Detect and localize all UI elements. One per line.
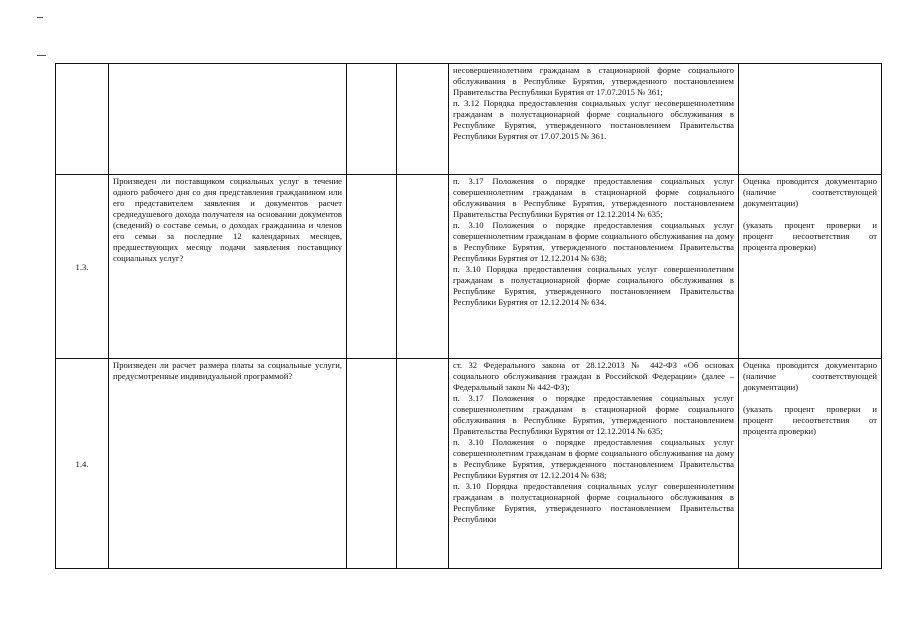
question-cell: Произведен ли расчет размера платы за социальные услуги, предусмотренные индивидуальной программой?: [109, 359, 347, 569]
question-cell: Произведен ли поставщиком социальных услуг в течение одного рабочего дня со дня представления гражданином или его представителем заявления и документов расчет среднедушевого дохода получателя на основании документов (сведений) о составе семьи, о доходах гражданина и членов его семьи за последние 12 календарных месяцев, предшествующих месяцу подачи заявления поставщику социальных услуг?: [109, 175, 347, 359]
table-row: [56, 359, 882, 569]
note-cell: [739, 175, 882, 359]
note-cell: [739, 64, 882, 175]
legal-reference: п. 3.10 Порядка предоставления социальных услуг совершеннолетним гражданам в полустационарной форме социального обслуживания в Республике Бурятия, утвержденного постановлением Правительства Республики Бурятия от 12.12.2014 № 634.: [453, 264, 734, 307]
checklist-table: [55, 63, 882, 569]
question-cell: [109, 64, 347, 175]
assessment-note: Оценка проводится документарно (наличие соответствующей документации): [743, 176, 877, 208]
legal-reference: ст. 32 Федерального закона от 28.12.2013 № 442-ФЗ «Об основах социального обслуживания граждан в Российской Федерации» (далее – Федеральный закон № 442-ФЗ);: [453, 360, 734, 392]
empty-cell: [347, 175, 397, 359]
empty-cell: [397, 64, 449, 175]
assessment-note: Оценка проводится документарно (наличие соответствующей документации): [743, 360, 877, 392]
legal-reference-cell: [449, 359, 739, 569]
table-row: [56, 175, 882, 359]
row-number: 1.3.: [56, 175, 109, 359]
legal-reference-cell: [449, 175, 739, 359]
scan-mark: [37, 17, 43, 18]
legal-reference: несовершеннолетним гражданам в стационарной форме социального обслуживания в Республике Бурятия, утвержденного постановлением Правительства Республики Бурятия от 17.07.2015 № 361;: [453, 65, 734, 97]
empty-cell: [347, 359, 397, 569]
legal-reference: п. 3.17 Положения о порядке предоставления социальных услуг совершеннолетним гражданам в стационарной форме социального обслуживания в Республике Бурятия, утвержденного постановлением Правительства Республики Бурятия от 12.12.2014 № 635;: [453, 176, 734, 219]
percentage-note: (указать процент проверки и процент несоответствия от процента проверки): [743, 404, 877, 436]
empty-cell: [347, 64, 397, 175]
empty-cell: [397, 175, 449, 359]
row-number: 1.4.: [56, 359, 109, 569]
legal-reference: п. 3.10 Порядка предоставления социальных услуг совершеннолетним гражданам в полустационарной форме социального обслуживания в Республике Бурятия, утвержденного постановлением Правительства Республики: [453, 481, 734, 524]
legal-reference: п. 3.10 Положения о порядке предоставления социальных услуг совершеннолетним гражданам в форме социального обслуживания на дому в Республике Бурятия, утвержденного постановлением Правительства Республики Бурятия от 12.12.2014 № 638;: [453, 437, 734, 480]
legal-reference: п. 3.12 Порядка предоставления социальных услуг несовершеннолетним гражданам в полустационарной форме социального обслуживания в Республике Бурятия, утвержденного постановлением Правительства Республики Бурятия от 17.07.2015 № 361.: [453, 98, 734, 141]
note-cell: [739, 359, 882, 569]
legal-reference: п. 3.10 Положения о порядке предоставления социальных услуг совершеннолетним гражданам в форме социального обслуживания на дому в Республике Бурятия, утвержденного постановлением Правительства Республики Бурятия от 12.12.2014 № 638;: [453, 220, 734, 263]
scan-mark: [37, 55, 46, 56]
legal-reference-cell: [449, 64, 739, 175]
row-number: [56, 64, 109, 175]
table-row: [56, 64, 882, 175]
empty-cell: [397, 359, 449, 569]
percentage-note: (указать процент проверки и процент несоответствия от процента проверки): [743, 220, 877, 252]
legal-reference: п. 3.17 Положения о порядке предоставления социальных услуг совершеннолетним гражданам в стационарной форме социального обслуживания в Республике Бурятия, утвержденного постановлением Правительства Республики Бурятия от 12.12.2014 № 635;: [453, 393, 734, 436]
